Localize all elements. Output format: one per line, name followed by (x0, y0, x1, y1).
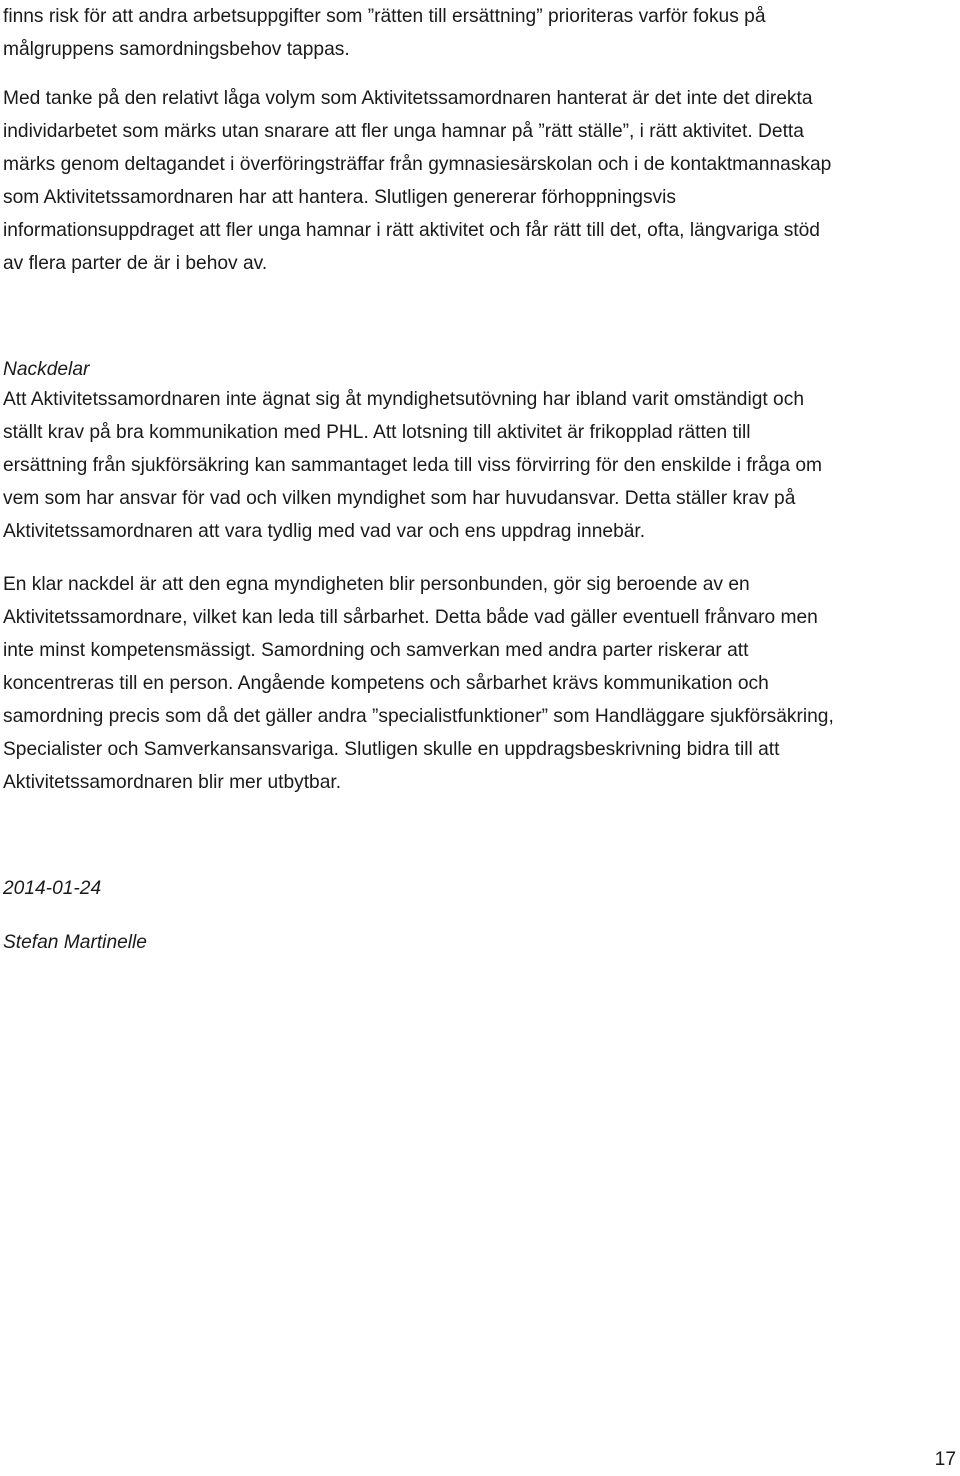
text-line: som Aktivitetssamordnaren har att hantera. Slutligen genererar förhoppningsvis (3, 187, 676, 208)
paragraph-disadvantages (3, 383, 953, 548)
text-line: Aktivitetssamordnaren att vara tydlig med vad var och ens uppdrag innebär. (3, 521, 646, 542)
text-line: En klar nackdel är att den egna myndigheten blir personbunden, gör sig beroende av en (3, 574, 750, 595)
text-line: inte minst kompetensmässigt. Samordning och samverkan med andra parter riskerar att (3, 640, 749, 661)
text-line: vem som har ansvar för vad och vilken myndighet som har huvudansvar. Detta ställer krav på (3, 488, 796, 509)
signature-author: Stefan Martinelle (3, 932, 147, 953)
text-line: samordning precis som då det gäller andra ”specialistfunktioner” som Handläggare sjukförsäkring, (3, 706, 834, 727)
text-line: ersättning från sjukförsäkring kan sammantaget leda till viss förvirring för den enskilde i fråga om (3, 455, 823, 476)
text-line: Med tanke på den relativt låga volym som Aktivitetssamordnaren hanterat är det inte det direkta (3, 88, 813, 109)
text-line: märks genom deltagandet i överföringsträffar från gymnasiesärskolan och i de kontaktmannaskap (3, 154, 832, 175)
text-line: individarbetet som märks utan snarare att fler unga hamnar på ”rätt ställe”, i rätt aktivitet. Detta (3, 121, 804, 142)
text-line: Att Aktivitetssamordnaren inte ägnat sig åt myndighetsutövning har ibland varit omständigt och (3, 389, 804, 410)
paragraph-advantages (3, 82, 953, 280)
paragraph-vulnerability (3, 568, 953, 799)
text-line: Aktivitetssamordnaren blir mer utbytbar. (3, 772, 342, 793)
text-line: koncentreras till en person. Angående kompetens och sårbarhet krävs kommunikation och (3, 673, 769, 694)
text-line: målgruppens samordningsbehov tappas. (3, 39, 350, 60)
page-number: 17 (934, 1449, 956, 1470)
text-line: Specialister och Samverkansansvariga. Slutligen skulle en uppdragsbeskrivning bidra till att (3, 739, 780, 760)
text-line: ställt krav på bra kommunikation med PHL. Att lotsning till aktivitet är frikopplad rätten till (3, 422, 751, 443)
text-line: Aktivitetssamordnare, vilket kan leda till sårbarhet. Detta både vad gäller eventuell frånvaro men (3, 607, 818, 628)
text-line: av flera parter de är i behov av. (3, 253, 268, 274)
text-line: finns risk för att andra arbetsuppgifter som ”rätten till ersättning” prioriteras varför fokus på (3, 6, 766, 27)
paragraph-continued (3, 0, 953, 66)
section-heading: Nackdelar (3, 359, 90, 380)
text-line: informationsuppdraget att fler unga hamnar i rätt aktivitet och får rätt till det, ofta, längvariga stöd (3, 220, 820, 241)
signature-date: 2014-01-24 (3, 878, 102, 899)
